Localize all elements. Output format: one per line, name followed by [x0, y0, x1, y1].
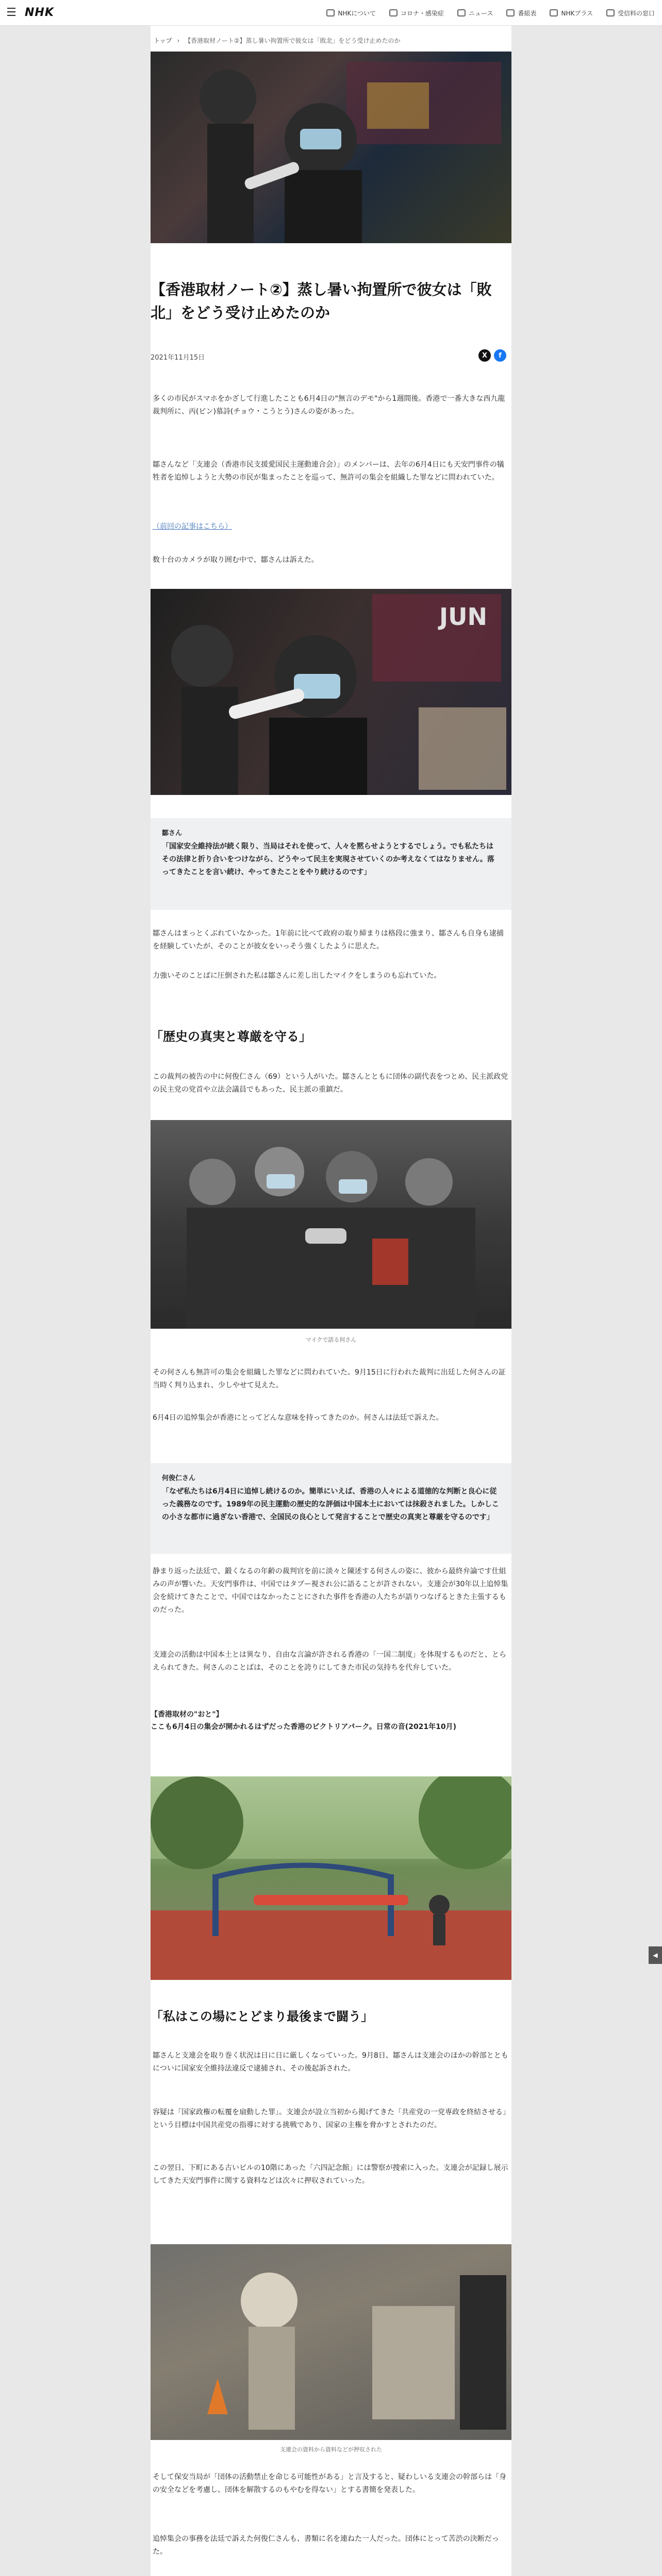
- paragraph: 容疑は「国家政権の転覆を扇動した罪」。支連会が設立当初から掲げてきた「共産党の一党専政を終結させる」という目標は中国共産党の指導に対する挑戦であり、国家の主権を脅かすとされたのだ。: [153, 2108, 506, 2129]
- paragraph: 支連会の活動は中国本土とは異なり、自由な言論が許される香港の「一国二制度」を体現するものだと、とらえられてきた。何さんのことばは、そのことを誇りにしてきた市民の気持ちを代弁していた。: [153, 1651, 506, 1672]
- statue-illustration: [151, 2244, 511, 2440]
- play-icon: [550, 9, 558, 16]
- paragraph: この翌日、下町にある古いビルの10階にあった「六四記念館」には警察が捜索に入った。支連会が記録し展示してきた天安門事件に関する資料などは次々に押収されていった。: [153, 2164, 508, 2185]
- park-illustration: [151, 1776, 511, 1980]
- section-heading: 「私はこの場にとどまり最後まで闘う」: [151, 2009, 373, 2024]
- photo-caption: マイクで語る何さん: [305, 1336, 357, 1343]
- breadcrumb: [151, 30, 511, 50]
- breadcrumb-home[interactable]: トップ: [154, 37, 172, 44]
- press-conference-illustration: [151, 589, 511, 795]
- nhk-logo[interactable]: NHK: [25, 6, 54, 19]
- nav-nhkplus[interactable]: [550, 9, 593, 18]
- global-nav: [326, 0, 655, 26]
- quote-box: [151, 818, 511, 910]
- paragraph: 静まり返った法廷で、鍛くなるの年齢の裁判官を前に淡々と陳述する何さんの姿に、彼から最終弁論です仕組みの声が響いた。天安門事件は、中国ではタブー視され公に語ることが許されない。支連会が30年以上追悼集会を続けてきたことで、中国ではなかったことにされた事件を香港の人たちが語りつなげるときた主張するものだった。: [153, 1567, 508, 1614]
- nav-schedule-label: 番組表: [518, 9, 537, 17]
- seized-materials-photo: [151, 2244, 511, 2440]
- breadcrumb-current: 【香港取材ノート②】蒸し暑い拘置所で彼女は「敗北」をどう受け止めたのか: [185, 37, 401, 44]
- previous-article-link[interactable]: （前回の記事はこちら）: [153, 522, 232, 531]
- paragraph: 鄒さんなど「支連会（香港市民支援愛国民主運動連合会）」のメンバーは、去年の6月4日にも天安門事件の犠牲者を追悼しようと大勢の市民が集まったことを巡って、無許可の集会を組織した罪などに問われていた。: [153, 461, 504, 482]
- quote-text: 「なぜ私たちは6月4日に追悼し続けるのか。簡単にいえば、香港の人々による道徳的な判断と良心に従った義務なのです。1989年の民主運動の歴史的な評価は中国本土においては抹殺されました。しかしこの小さな都市に過ぎない香港で、全国民の良心として発言することで歴史の真実と尊厳を守るのです」: [162, 1487, 499, 1521]
- info-icon: [326, 9, 335, 16]
- nav-about[interactable]: [326, 9, 376, 18]
- photo-caption: 支連会の資料から資料などが押収された: [280, 2446, 382, 2453]
- hamburger-menu-icon[interactable]: ☰: [6, 6, 16, 19]
- nav-fee[interactable]: [606, 9, 655, 18]
- nav-covid-label: コロナ・感染症: [401, 9, 444, 17]
- paragraph: そして保安当局が「団体の活動禁止を命じる可能性がある」と言及すると、疑わしいる支連会の幹部らは「身の安全などを考慮し、団体を解散するのもやむを得ない」とする書簡を発表した。: [153, 2473, 506, 2494]
- share-x-icon[interactable]: X: [478, 349, 491, 362]
- quote-box: [151, 1463, 511, 1554]
- global-header: [0, 0, 662, 26]
- chow-hang-tung-photo: [151, 589, 511, 795]
- news-icon: [457, 9, 466, 16]
- hero-image: [151, 52, 511, 243]
- article-date: 2021年11月15日: [151, 354, 205, 362]
- paragraph: 6月4日の追悼集会が香港にとってどんな意味を持ってきたのか。何さんは法廷で訴えた。: [153, 1414, 443, 1422]
- breadcrumb-separator: ›: [177, 37, 180, 44]
- nav-schedule[interactable]: [506, 9, 536, 18]
- nav-news[interactable]: [457, 9, 493, 18]
- section-heading: 「歴史の真実と尊厳を守る」: [151, 1029, 311, 1044]
- window-icon: [606, 9, 615, 16]
- quote-text: 「国家安全維持法が続く限り、当局はそれを使って、人々を黙らせようとするでしょう。でも私たちはその法律と折り合いをつけながら、どうやって民主を実現させていくのか考えなくてはなりません。落ってきたことを言い続け、やってきたことをやり続けるのです」: [162, 842, 494, 876]
- crowd-illustration: [151, 1120, 511, 1329]
- nav-about-label: NHKについて: [338, 9, 376, 17]
- nav-covid[interactable]: [389, 9, 444, 18]
- quote-speaker: 鄒さん: [162, 829, 183, 837]
- svg-text:JUN: JUN: [439, 603, 487, 631]
- paragraph: この裁判の被告の中に何俊仁さん（69）という人がいた。鄒さんとともに団体の副代表をつとめ、民主派政党の民主党の党首や立法会議員でもあった、民主派の重鎮だ。: [153, 1073, 508, 1094]
- share-facebook-icon[interactable]: f: [494, 349, 506, 362]
- quote-speaker: 何俊仁さん: [162, 1475, 196, 1482]
- article-title: 【香港取材ノート②】蒸し暑い拘置所で彼女は「敗北」をどう受け止めたのか: [151, 281, 492, 321]
- paragraph: 多くの市民がスマホをかざして行進したことも6月4日の"無言のデモ"から1週間後。香港で一番大きな西九龍裁判所に、丙(ビン)慕詩(チョウ・こうとう)さんの姿があった。: [153, 395, 505, 416]
- audio-section-title: 【香港取材の"おと"】 ここも6月4日の集会が開かれるはずだった香港のビクトリアパーク。日常の音(2021年10月): [151, 1710, 457, 1731]
- paragraph: 数十台のカメラが取り囲む中で、鄒さんは訴えた。: [153, 556, 319, 564]
- virus-icon: [389, 9, 398, 16]
- victoria-park-image[interactable]: [151, 1776, 511, 1980]
- paragraph: 力強いそのことばに圧倒された私は鄒さんに差し出したマイクをしまうのも忘れていた。: [153, 972, 441, 980]
- side-panel-toggle[interactable]: ◀: [649, 1946, 662, 1964]
- nav-nhkplus-label: NHKプラス: [561, 9, 593, 17]
- albert-ho-photo: [151, 1120, 511, 1329]
- paragraph: その何さんも無許可の集会を組織した罪などに問われていた。9月15日に行われた裁判に出廷した何さんの証当時く判り込まれ、少しやせて見えた。: [153, 1368, 506, 1389]
- paragraph: 追悼集会の事務を法廷で訴えた何俊仁さんも、書類に名を連ねた一人だった。団体にとって苦渋の決断だった。: [153, 2535, 499, 2556]
- nav-fee-label: 受信料の窓口: [617, 9, 655, 17]
- schedule-icon: [506, 9, 515, 16]
- paragraph: 鄒さんと支連会を取り巻く状況は日に日に厳しくなっていった。9月8日、鄒さんは支連会のほかの幹部とともについに国家安全維持法違反で逮捕され、その後起訴された。: [153, 2052, 508, 2073]
- hero-illustration: [151, 52, 511, 243]
- paragraph: 鄒さんはまっとくぶれていなかった。1年前に比べて政府の取り締まりは格段に強まり、鄒さんも自身も逮捕を経験していたが、そのことが彼女をいっそう強くしたように思えた。: [153, 929, 504, 951]
- nav-news-label: ニュース: [469, 9, 493, 17]
